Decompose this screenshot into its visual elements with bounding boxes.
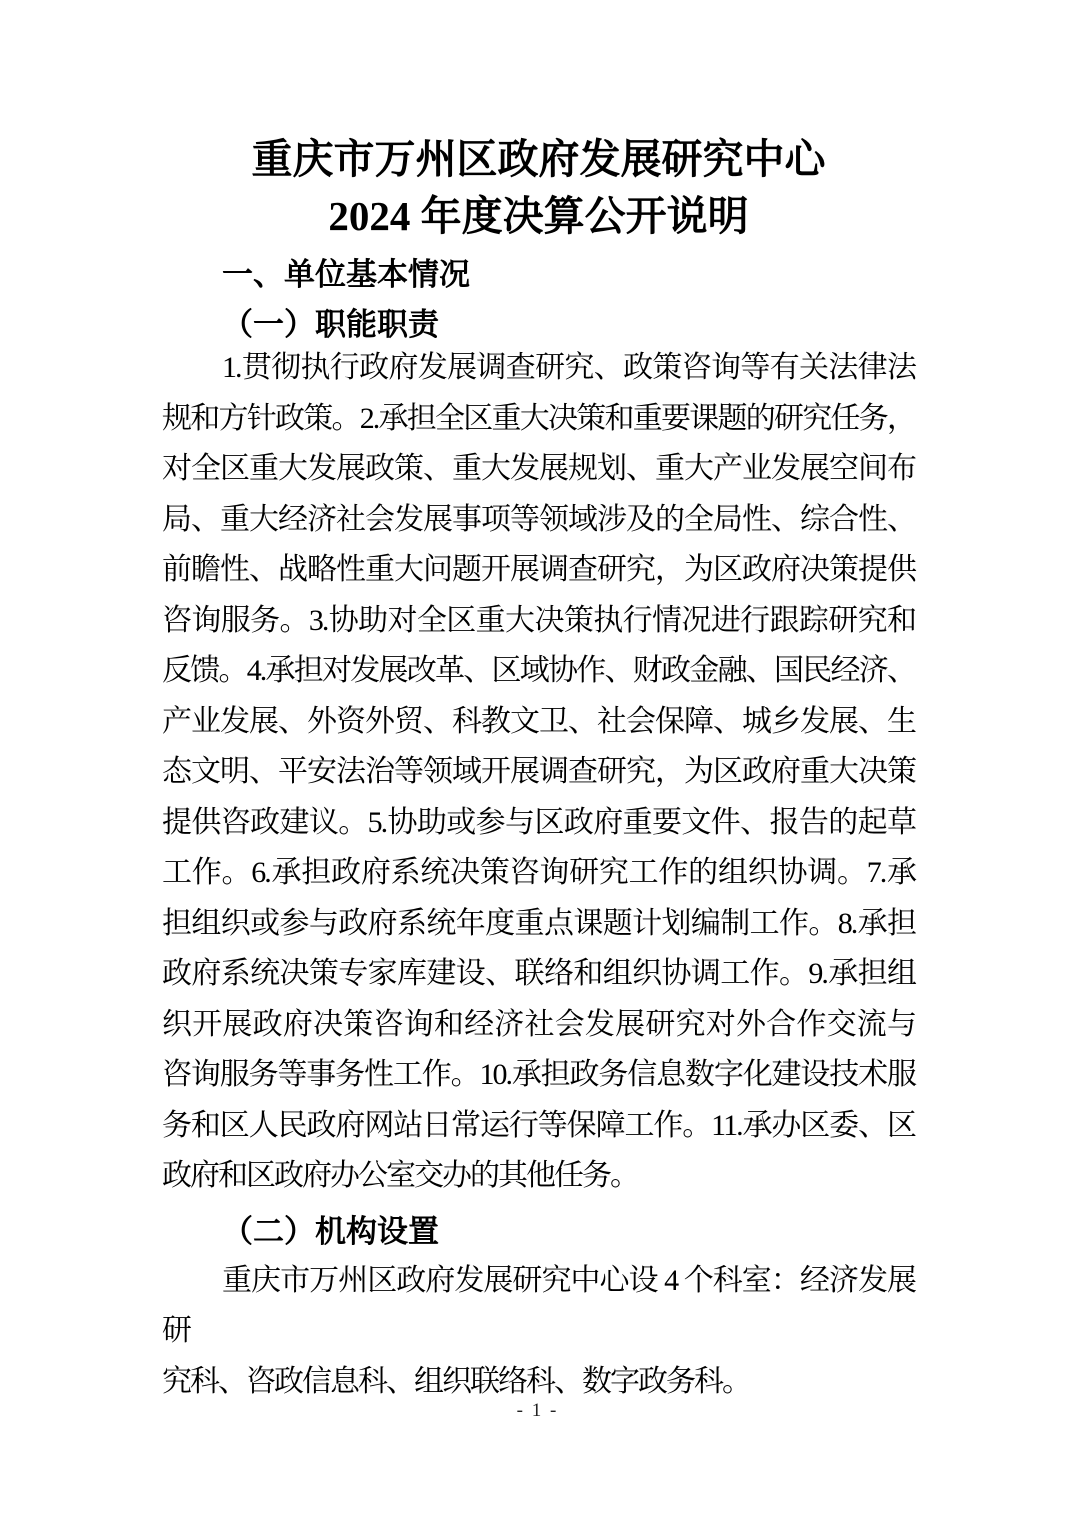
subsection-heading-functions: （一）职能职责 bbox=[222, 307, 439, 343]
text-line: 1.贯彻执行政府发展调查研究、政策咨询等有关法律法 bbox=[222, 351, 915, 384]
text-line: 对全区重大发展政策、重大发展规划、重大产业发展空间布 bbox=[162, 452, 915, 485]
text-line: 务和区人民政府网站日常运行等保障工作。11.承办区委、区 bbox=[162, 1108, 915, 1142]
paragraph-functions bbox=[162, 343, 915, 1202]
text-line: 咨询服务等事务性工作。10.承担政务信息数字化建设技术服 bbox=[162, 1058, 915, 1091]
paragraph-organization bbox=[162, 1256, 915, 1408]
document-title-line1: 重庆市万州区政府发展研究中心 bbox=[251, 136, 826, 182]
text-line: 究科、咨政信息科、组织联络科、数字政务科。 bbox=[162, 1364, 750, 1398]
text-line: 织开展政府决策咨询和经济社会发展研究对外合作交流与 bbox=[162, 1007, 915, 1041]
text-line: 前瞻性、战略性重大问题开展调查研究，为区政府决策提供 bbox=[162, 553, 915, 586]
page-number: - 1 - bbox=[516, 1400, 559, 1421]
document-title-line2: 2024 年度决算公开说明 bbox=[328, 193, 749, 239]
text-line: 态文明、平安法治等领域开展调查研究，为区政府重大决策 bbox=[162, 755, 915, 788]
text-line: 工作。6.承担政府系统决策咨询研究工作的组织协调。7.承 bbox=[162, 856, 915, 889]
section-heading-basic-info: 一、单位基本情况 bbox=[222, 257, 470, 292]
subsection-heading-organization: （二）机构设置 bbox=[222, 1213, 439, 1250]
text-line: 政府系统决策专家库建设、联络和组织协调工作。9.承担组 bbox=[162, 957, 915, 990]
text-line: 政府和区政府办公室交办的其他任务。 bbox=[162, 1159, 638, 1192]
text-line: 反馈。4.承担对发展改革、区域协作、财政金融、国民经济、 bbox=[162, 654, 915, 687]
text-line: 局、重大经济社会发展事项等领域涉及的全局性、综合性、 bbox=[162, 502, 915, 536]
document-content bbox=[162, 0, 915, 1407]
text-line: 提供咨政建议。5.协助或参与区政府重要文件、报告的起草 bbox=[162, 805, 915, 839]
text-line: 咨询服务。3.协助对全区重大决策执行情况进行跟踪研究和 bbox=[162, 603, 915, 637]
text-line: 重庆市万州区政府发展研究中心设 4 个科室：经济发展研 bbox=[162, 1263, 915, 1347]
text-line: 担组织或参与政府系统年度重点课题计划编制工作。8.承担 bbox=[162, 906, 915, 940]
text-line: 产业发展、外资外贸、科教文卫、社会保障、城乡发展、生 bbox=[162, 704, 915, 738]
document-title bbox=[162, 0, 915, 245]
text-line: 规和方针政策。2.承担全区重大决策和重要课题的研究任务， bbox=[162, 401, 915, 435]
